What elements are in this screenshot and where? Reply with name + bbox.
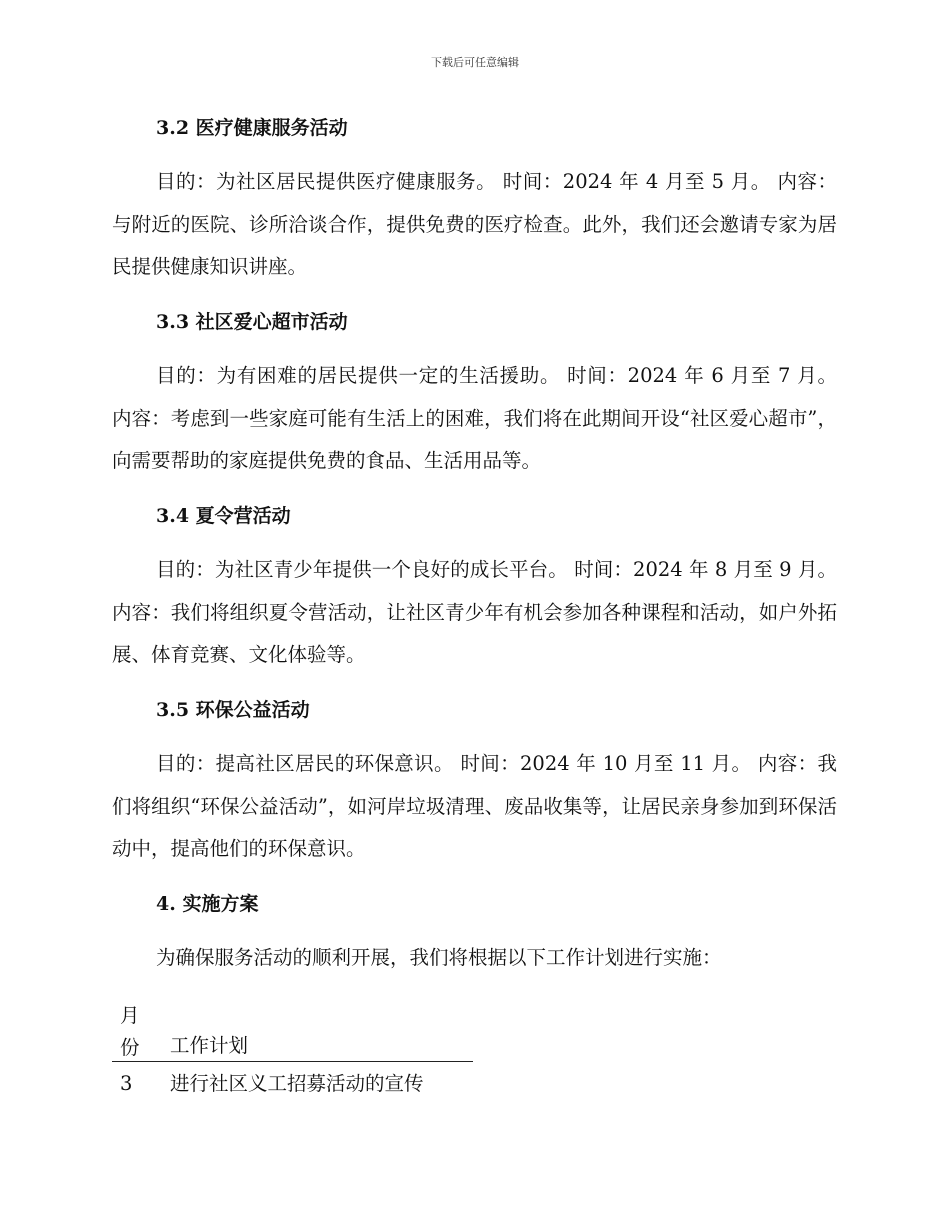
table-row bbox=[112, 1062, 473, 1104]
month-cell: 3 bbox=[120, 1072, 133, 1095]
section-heading: 4. 实施方案 bbox=[156, 893, 259, 915]
section-paragraph: 目的：为社区居民提供医疗健康服务。 时间：2024 年 4 月至 5 月。 内容：与附近的医院、诊所洽谈合作，提供免费的医疗检查。此外，我们还会邀请专家为居民提供健康知识讲座。 bbox=[112, 170, 837, 278]
section-paragraph: 目的：为社区青少年提供一个良好的成长平台。 时间：2024 年 8 月至 9 月。 内容：我们将组织夏令营活动，让社区青少年有机会参加各种课程和活动，如户外拓展、体育竞赛、文化体验等。 bbox=[112, 558, 837, 666]
section-paragraph: 为确保服务活动的顺利开展，我们将根据以下工作计划进行实施： bbox=[156, 946, 722, 969]
section-paragraph: 目的：提高社区居民的环保意识。 时间：2024 年 10 月至 11 月。 内容：我们将组织“环保公益活动”，如河岸垃圾清理、废品收集等，让居民亲身参加到环保活动中，提高他们的环保意识。 bbox=[112, 752, 837, 860]
section-heading: 3.2 医疗健康服务活动 bbox=[156, 117, 348, 139]
table-header-row bbox=[112, 1000, 473, 1062]
section-heading: 3.3 社区爱心超市活动 bbox=[156, 311, 348, 333]
plan-cell: 进行社区义工招募活动的宣传 bbox=[170, 1072, 424, 1095]
section-paragraph: 目的：为有困难的居民提供一定的生活援助。 时间：2024 年 6 月至 7 月。 内容：考虑到一些家庭可能有生活上的困难，我们将在此期间开设“社区爱心超市”，向需要帮助的家庭提供免费的食品、生活用品等。 bbox=[112, 364, 837, 472]
section-heading: 3.5 环保公益活动 bbox=[156, 699, 310, 721]
plan-column-header: 工作计划 bbox=[170, 1034, 249, 1057]
month-column-header: 月份 bbox=[120, 1004, 140, 1059]
section-heading: 3.4 夏令营活动 bbox=[156, 505, 291, 527]
work-plan-table bbox=[112, 1000, 473, 1104]
page-header: 下载后可任意编辑 bbox=[431, 56, 519, 69]
